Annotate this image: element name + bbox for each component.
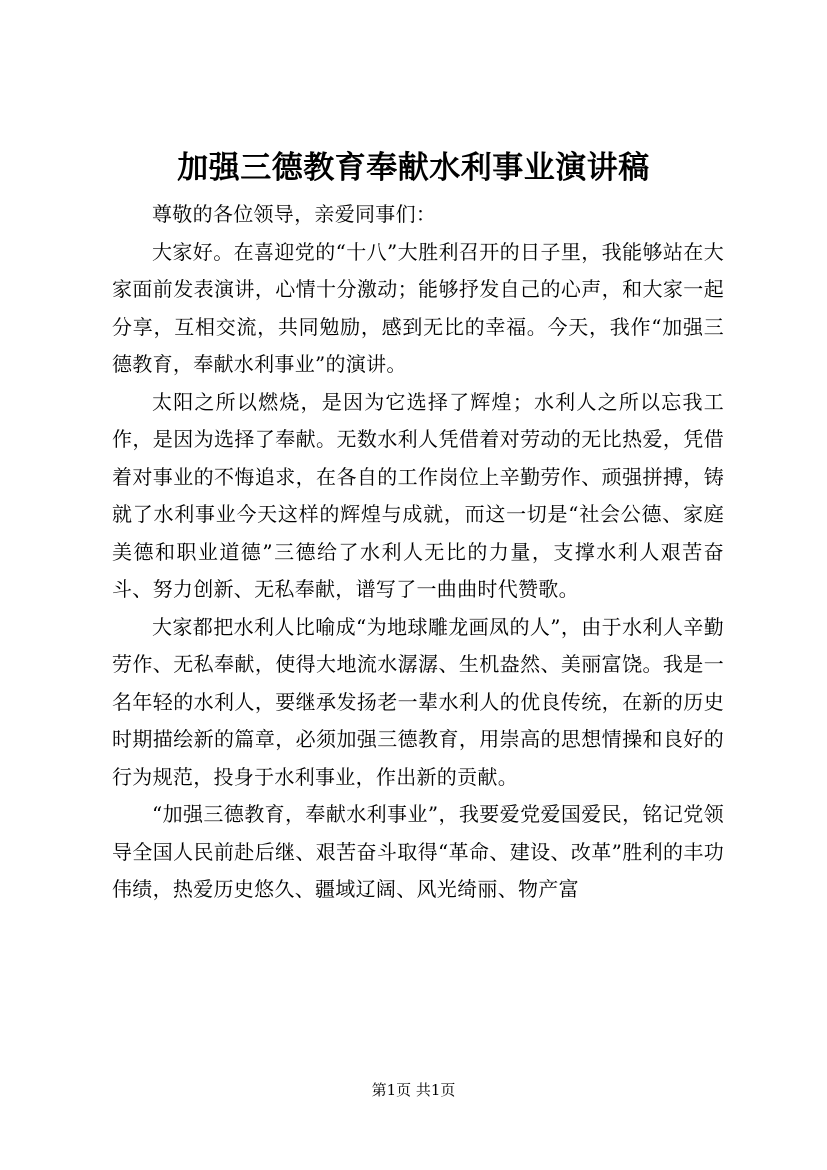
paragraph-opening: 大家好。在喜迎党的“十八”大胜利召开的日子里，我能够站在大家面前发表演讲，心情十分激动；能够抒发自己的心声，和大家一起分享，互相交流，共同勉励，感到无比的幸福。今天，我作“加强三德教育，奉献水利事业”的演讲。 [112,239,724,376]
paragraph-commitment: “加强三德教育，奉献水利事业”，我要爱党爱国爱民，铭记党领导全国人民前赴后继、艰苦奋斗取得“革命、建设、改革”胜利的丰功伟绩，热爱历史悠久、疆域辽阔、风光绮丽、物产富 [112,802,724,901]
document-title: 加强三德教育奉献水利事业演讲稿 [177,150,650,186]
paragraph-metaphor: 大家都把水利人比喻成“为地球雕龙画凤的人”，由于水利人辛勤劳作、无私奉献，使得大地流水潺潺、生机盎然、美丽富饶。我是一名年轻的水利人，要继承发扬老一辈水利人的优良传统，在新的历史时期描绘新的篇章，必须加强三德教育，用崇高的思想情操和良好的行为规范，投身于水利事业，作出新的贡献。 [112,614,724,789]
document-body [112,196,724,909]
paragraph-salutation: 尊敬的各位领导，亲爱同事们： [152,202,437,226]
page-number-footer: 第1页 共1页 [371,1081,456,1099]
paragraph-sun: 太阳之所以燃烧，是因为它选择了辉煌；水利人之所以忘我工作，是因为选择了奉献。无数水利人凭借着对劳动的无比热爱，凭借着对事业的不悔追求，在各自的工作岗位上辛勤劳作、顽强拼搏，铸就了水利事业今天这样的辉煌与成就，而这一切是“社会公德、家庭美德和职业道德”三德给了水利人无比的力量，支撑水利人艰苦奋斗、努力创新、无私奉献，谱写了一曲曲时代赞歌。 [112,389,724,601]
